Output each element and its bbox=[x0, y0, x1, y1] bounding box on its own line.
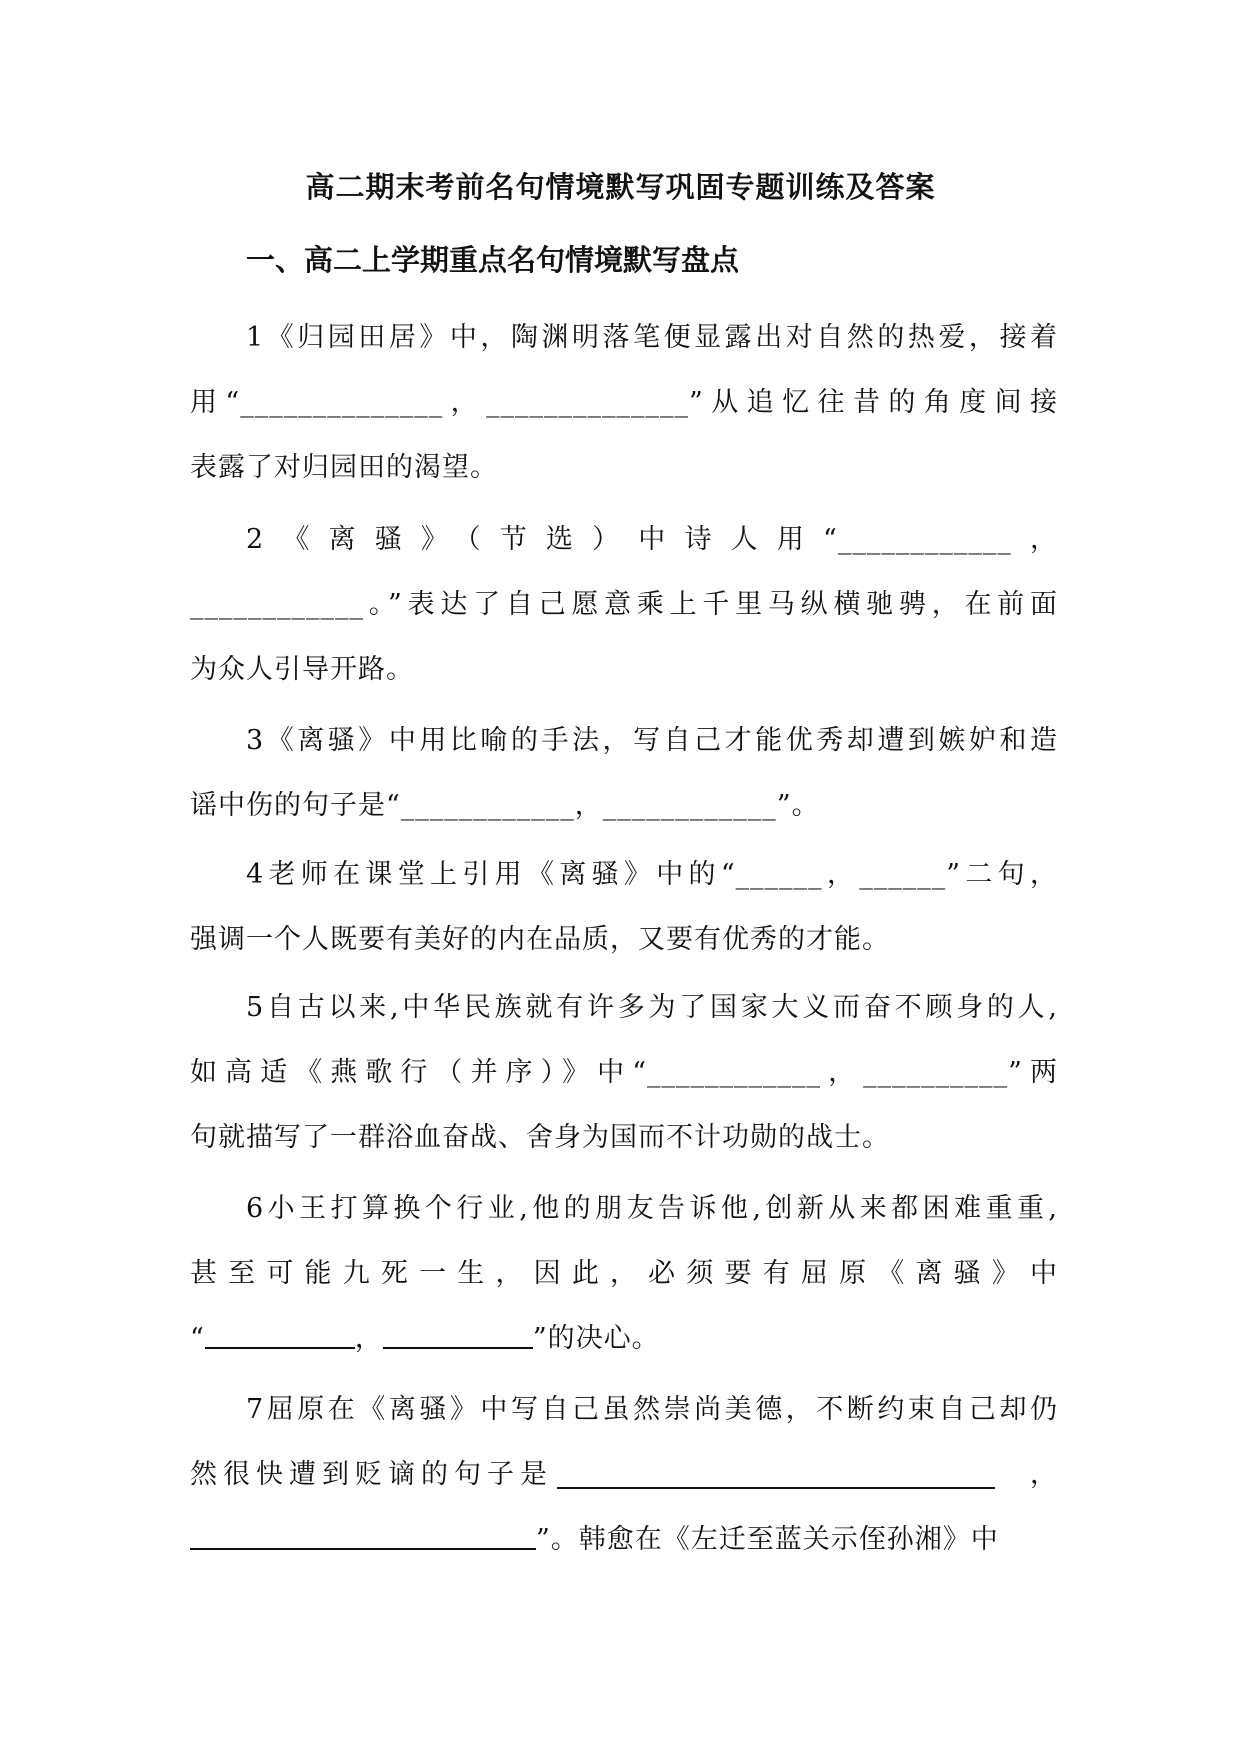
question-1-line-2: 用“______________，______________”从追忆往昔的角度间接 bbox=[190, 387, 1058, 418]
answer-blank bbox=[557, 1460, 995, 1489]
question-6-line-2: 甚至可能九死一生，因此，必须要有屈原《离骚》中 bbox=[190, 1258, 1058, 1289]
question-2 bbox=[190, 507, 1058, 702]
question-5-line-3: 句就描写了一群浴血奋战、舍身为国而不计功勋的战士。 bbox=[190, 1122, 890, 1153]
question-2-line-2: ____________。”表达了自己愿意乘上千里马纵横驰骋，在前面 bbox=[190, 589, 1058, 620]
question-6-line-3 bbox=[190, 1306, 1058, 1371]
question-7-line-2-text: 然很快遭到贬谪的句子是 bbox=[190, 1459, 553, 1490]
question-3-line-2: 谣中伤的句子是“____________，____________”。 bbox=[190, 790, 820, 821]
question-2-line-3: 为众人引导开路。 bbox=[190, 654, 414, 685]
answer-blank bbox=[190, 1521, 536, 1550]
question-6-tail: ”的决心。 bbox=[532, 1323, 660, 1354]
question-4 bbox=[190, 842, 1058, 972]
question-1-line-1: 1《归园田居》中，陶渊明落笔便显露出对自然的热爱，接着 bbox=[246, 322, 1058, 353]
question-4-line-1: 4老师在课堂上引用《离骚》中的“______，______”二句， bbox=[246, 859, 1058, 890]
question-7-tail: ”。韩愈在《左迁至蓝关示侄孙湘》中 bbox=[536, 1524, 999, 1555]
open-quote: “ bbox=[190, 1323, 205, 1354]
document-title: 高二期末考前名句情境默写巩固专题训练及答案 bbox=[305, 170, 936, 204]
question-7 bbox=[190, 1377, 1058, 1572]
comma: ， bbox=[354, 1323, 383, 1354]
question-1-line-3: 表露了对归园田的渴望。 bbox=[190, 452, 498, 483]
question-5 bbox=[190, 975, 1058, 1170]
question-5-line-2: 如高适《燕歌行（并序）》中“____________，__________”两 bbox=[190, 1057, 1058, 1088]
question-6 bbox=[190, 1176, 1058, 1371]
answer-blank bbox=[383, 1320, 533, 1349]
question-4-line-2: 强调一个人既要有美好的内在品质，又要有优秀的才能。 bbox=[190, 924, 890, 955]
question-6-line-1: 6小王打算换个行业,他的朋友告诉他,创新从来都困难重重, bbox=[246, 1193, 1058, 1224]
question-3 bbox=[190, 708, 1058, 838]
section-heading: 一、高二上学期重点名句情境默写盘点 bbox=[246, 243, 740, 277]
question-5-line-1: 5自古以来,中华民族就有许多为了国家大义而奋不顾身的人, bbox=[246, 992, 1058, 1023]
comma: ， bbox=[1030, 1459, 1058, 1490]
answer-blank bbox=[205, 1320, 355, 1349]
question-7-line-1: 7屈原在《离骚》中写自己虽然崇尚美德，不断约束自己却仍 bbox=[246, 1394, 1058, 1425]
question-2-line-1: 2《离骚》（节选）中诗人用“____________， bbox=[246, 524, 1058, 555]
question-1 bbox=[190, 305, 1058, 500]
question-7-line-2 bbox=[190, 1442, 1058, 1507]
question-7-line-3 bbox=[190, 1507, 1058, 1572]
question-3-line-1: 3《离骚》中用比喻的手法，写自己才能优秀却遭到嫉妒和造 bbox=[246, 725, 1058, 756]
